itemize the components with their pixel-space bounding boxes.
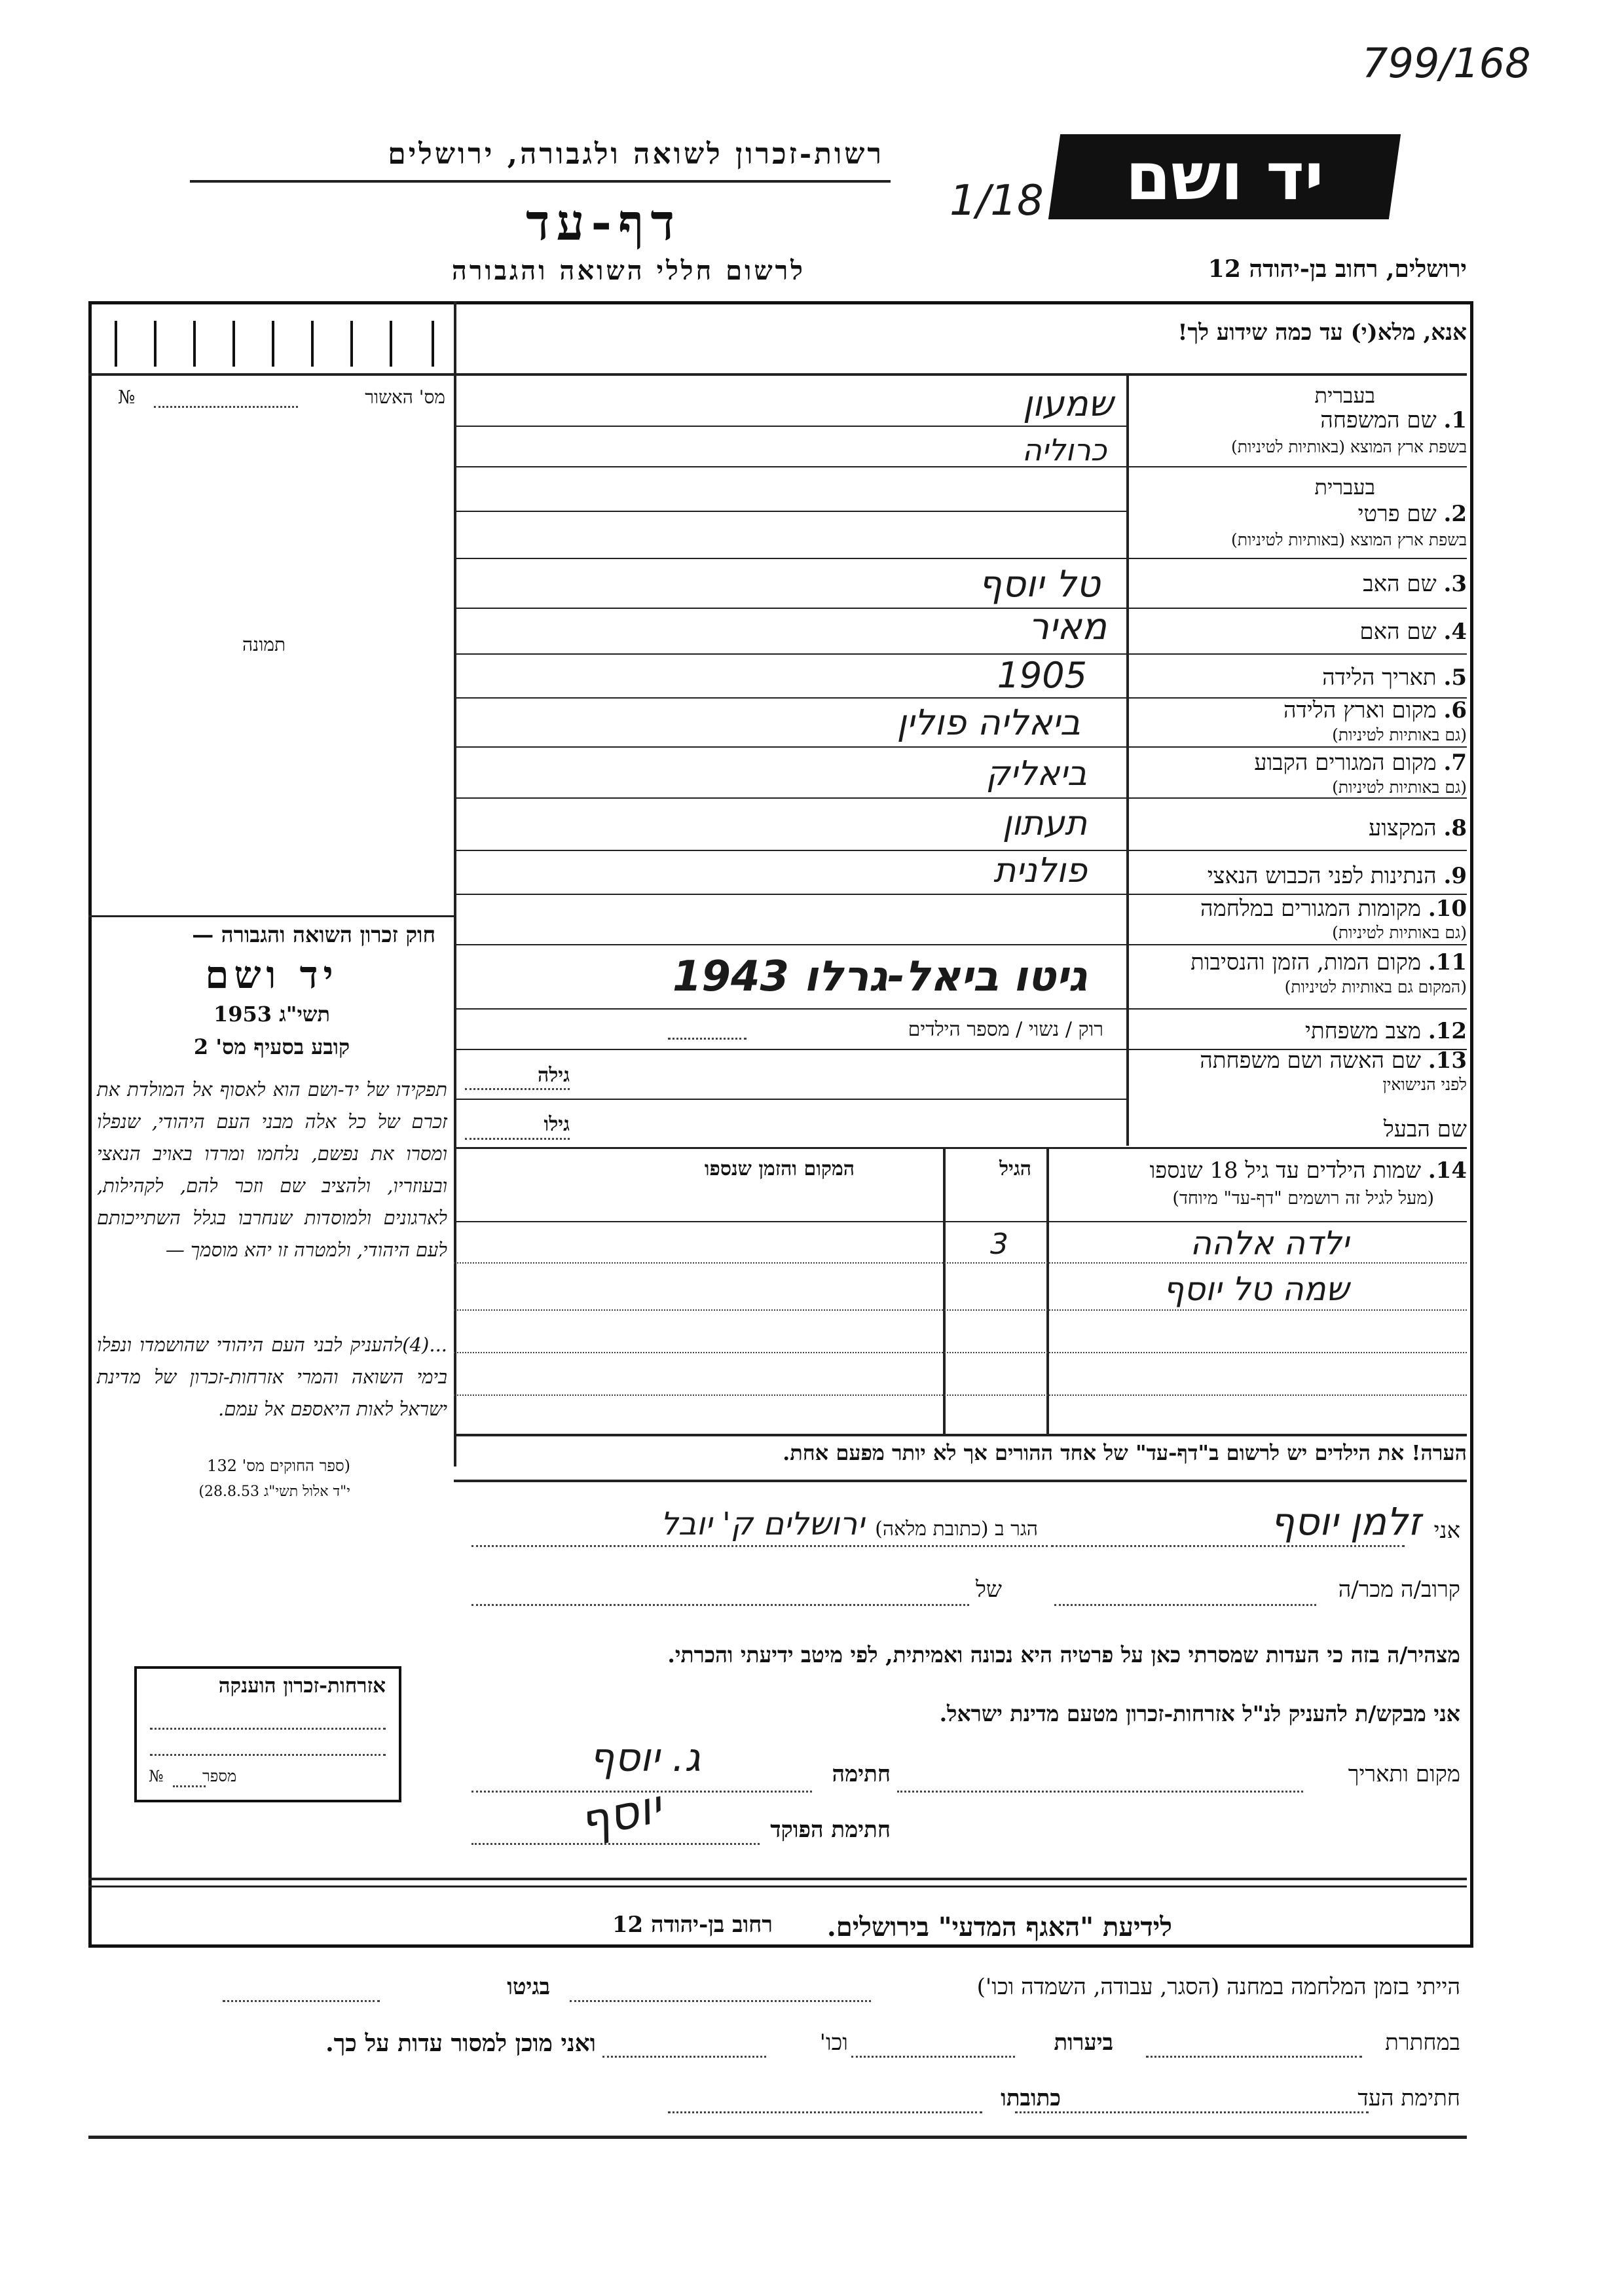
children-col-place: המקום והזמן שנספו	[704, 1157, 855, 1180]
officer-signature-label: חתימת הפוקד	[770, 1817, 891, 1843]
field-13-age-label: גילה	[537, 1064, 570, 1087]
footer-underground: במחתרת	[1385, 2030, 1460, 2056]
field-6-note: (גם באותיות לטיניות)	[1332, 725, 1467, 744]
law-clause: קובע בסעיף מס' 2	[193, 1034, 350, 1059]
field-1-label: 1. שם המשפחה	[1320, 407, 1467, 433]
field-10-note: (גם באותיות לטיניות)	[1332, 923, 1467, 942]
field-8-value: תעתון	[1002, 804, 1087, 843]
field-13-label: 13. שם האשה ושם משפחתה	[1200, 1048, 1467, 1074]
decl-statement-2: אני מבקש/ת להעניק לנ"ל אזרחות-זכרון מטעם מדינת ישראל.	[939, 1701, 1460, 1726]
decl-relative: קרוב/ה מכר/ה	[1338, 1576, 1460, 1603]
org-name: רשות-זכרון לשואה ולגבורה, ירושלים	[388, 137, 884, 171]
officer-signature: יוסף	[574, 1779, 667, 1850]
law-body-2: ...(4)להעניק לבני העם היהודי שהושמדו ונפלו בימי השואה והמרי אזרחות-זכרון של מדינת ישראל לאות היאספם אל עמם.	[97, 1334, 447, 1420]
decl-address-value: ירושלים ק' יובל	[660, 1506, 864, 1542]
law-heading: חוק זכרון השואה והגבורה —	[192, 922, 435, 947]
footer-address-label: כתובתו	[1001, 2085, 1061, 2111]
address: ירושלים, רחוב בן-יהודה 12	[1208, 255, 1467, 283]
decl-statement-1: מצהיר/ה בזה כי העדות שמסרתי כאן על פרטיה היא נכונה ואמיתית, לפי מיטב ידיעתי והכרתי.	[667, 1642, 1460, 1667]
field-4-value: מאיר	[1028, 606, 1107, 648]
remark: הערה! את הילדים יש לרשום ב"דף-עד" של אחד ההורים אך לא יותר מפעם אחת.	[783, 1440, 1467, 1465]
field-7-label: 7. מקום המגורים הקבוע	[1254, 750, 1467, 776]
field-9-value: פולנית	[993, 851, 1087, 890]
child-1-age: 3	[990, 1228, 1008, 1261]
decl-place-date: מקום ותאריך	[1348, 1761, 1460, 1787]
certificate-box	[134, 1666, 401, 1802]
approval-label: מס' האשור	[365, 386, 445, 408]
field-3-value: טל יוסף	[978, 563, 1100, 606]
form-subtitle: לרשום חללי השואה והגבורה	[451, 255, 805, 286]
children-label: 14. שמות הילדים עד גיל 18 שנספו	[1149, 1157, 1467, 1184]
law-year: תשי"ג 1953	[213, 1002, 330, 1027]
footer-ghetto: בגיטו	[507, 1974, 550, 2000]
intro-line: אנא, מלא(י) עד כמה שידוע לך!	[1177, 319, 1467, 346]
law-source: (ספר החוקים מס' 132	[207, 1457, 350, 1475]
certificate-title: אזרחות-זכרון הוענקה	[218, 1674, 386, 1698]
decl-of: של	[976, 1576, 1002, 1603]
decl-ani: אני	[1433, 1518, 1460, 1544]
field-4-label: 4. שם האם	[1359, 619, 1467, 645]
field-12-extra: רוק / נשוי / מספר הילדים	[908, 1018, 1103, 1041]
field-3-label: 3. שם האב	[1363, 571, 1467, 597]
photo-label: תמונה	[242, 634, 286, 655]
footer-ready: ואני מוכן למסור עדות על כך.	[325, 2030, 596, 2057]
footer-witness-sig: חתימת העד	[1357, 2085, 1460, 2111]
field-11-value: גיטו ביאל-גרלו 1943	[672, 953, 1087, 1001]
form-title: דף-עד	[525, 193, 681, 251]
field-7-value: ביאליק	[986, 754, 1087, 793]
field-2-label: 2. שם פרטי	[1357, 501, 1467, 527]
field-11-label: 11. מקום המות, הזמן והנסיבות	[1190, 949, 1467, 975]
footer-address: רחוב בן-יהודה 12	[612, 1912, 773, 1938]
field-5-label: 5. תאריך הלידה	[1322, 665, 1467, 691]
approval-no-sign: №	[118, 386, 136, 408]
certificate-no-sign: №	[149, 1767, 164, 1785]
law-title: יד ושם	[205, 953, 339, 997]
field-1-value: שמעון	[1022, 383, 1113, 424]
children-note: (מעל לגיל זה רושמים "דף-עד" מיוחד)	[1172, 1188, 1434, 1209]
logo-text: יד ושם	[1125, 138, 1324, 215]
footer-line-1: הייתי בזמן המלחמה במחנה (הסגר, עבודה, השמדה וכו')	[976, 1974, 1460, 2000]
field-11-note: (המקום גם באותיות לטיניות)	[1284, 977, 1467, 996]
field-6-value: ביאליה פולין	[896, 702, 1080, 743]
husband-age-label: גילו	[544, 1113, 570, 1136]
child-2-name: שמה טל יוסף	[1163, 1270, 1349, 1308]
approval-boxes	[115, 321, 429, 367]
footer-forests: ביערות	[1054, 2030, 1113, 2056]
field-1-lang: בעברית	[1314, 383, 1375, 408]
husband-label: שם הבעל	[1383, 1116, 1467, 1142]
decl-signature-label: חתימה	[832, 1761, 891, 1787]
field-7-note: (גם באותיות לטיניות)	[1332, 778, 1467, 797]
decl-declarant: זלמן יוסף	[1270, 1499, 1421, 1544]
yad-vashem-logo	[1048, 134, 1401, 219]
footer-etc: וכו'	[819, 2030, 848, 2056]
law-body: תפקידו של יד-ושם הוא לאסוף אל המולדת את זכרם של כל אלה מבני העם היהודי, שנפלו ומסרו את נפשם, נלחמו ומרדו באויב הנאצי ובעוזריו, ולהציב שם וזכר להם, לקהילות, לארגונים ולמוסדות שנחרבו בגלל השתייכותם לעם היהודי, ולמטרה זו יהא מוסמך —	[97, 1078, 447, 1261]
certificate-number-label: מספר	[202, 1767, 237, 1785]
children-col-age: הגיל	[999, 1157, 1031, 1180]
field-1-note: בשפת ארץ המוצא (באותיות לטיניות)	[1231, 437, 1467, 456]
field-12-label: 12. מצב משפחתי	[1305, 1018, 1467, 1044]
field-9-label: 9. הנתינות לפני הכבוש הנאצי	[1207, 863, 1467, 889]
field-2-lang: בעברית	[1314, 475, 1375, 500]
child-1-name: ילדה אלהה	[1190, 1224, 1349, 1262]
decl-resides: הגר ב (כתובת מלאה)	[875, 1518, 1038, 1540]
law-source-date: י"ד אלול תשי"ג 28.8.53)	[198, 1484, 350, 1500]
field-5-value: 1905	[997, 655, 1087, 696]
archive-number: 799/168	[1362, 39, 1531, 87]
field-13-note: לפני הנישואין	[1382, 1075, 1467, 1094]
footer-heading: לידיעת "האגף המדעי" בירושלים.	[826, 1912, 1172, 1942]
field-2-note: בשפת ארץ המוצא (באותיות לטיניות)	[1231, 530, 1467, 549]
field-6-label: 6. מקום וארץ הלידה	[1283, 697, 1467, 723]
decl-signature: ג. יוסף	[589, 1735, 701, 1781]
handwritten-mark: 1/18	[950, 177, 1044, 225]
field-8-label: 8. המקצוע	[1369, 815, 1467, 841]
field-1-value-2: כרוליה	[1022, 432, 1107, 467]
field-10-label: 10. מקומות המגורים במלחמה	[1200, 896, 1467, 922]
